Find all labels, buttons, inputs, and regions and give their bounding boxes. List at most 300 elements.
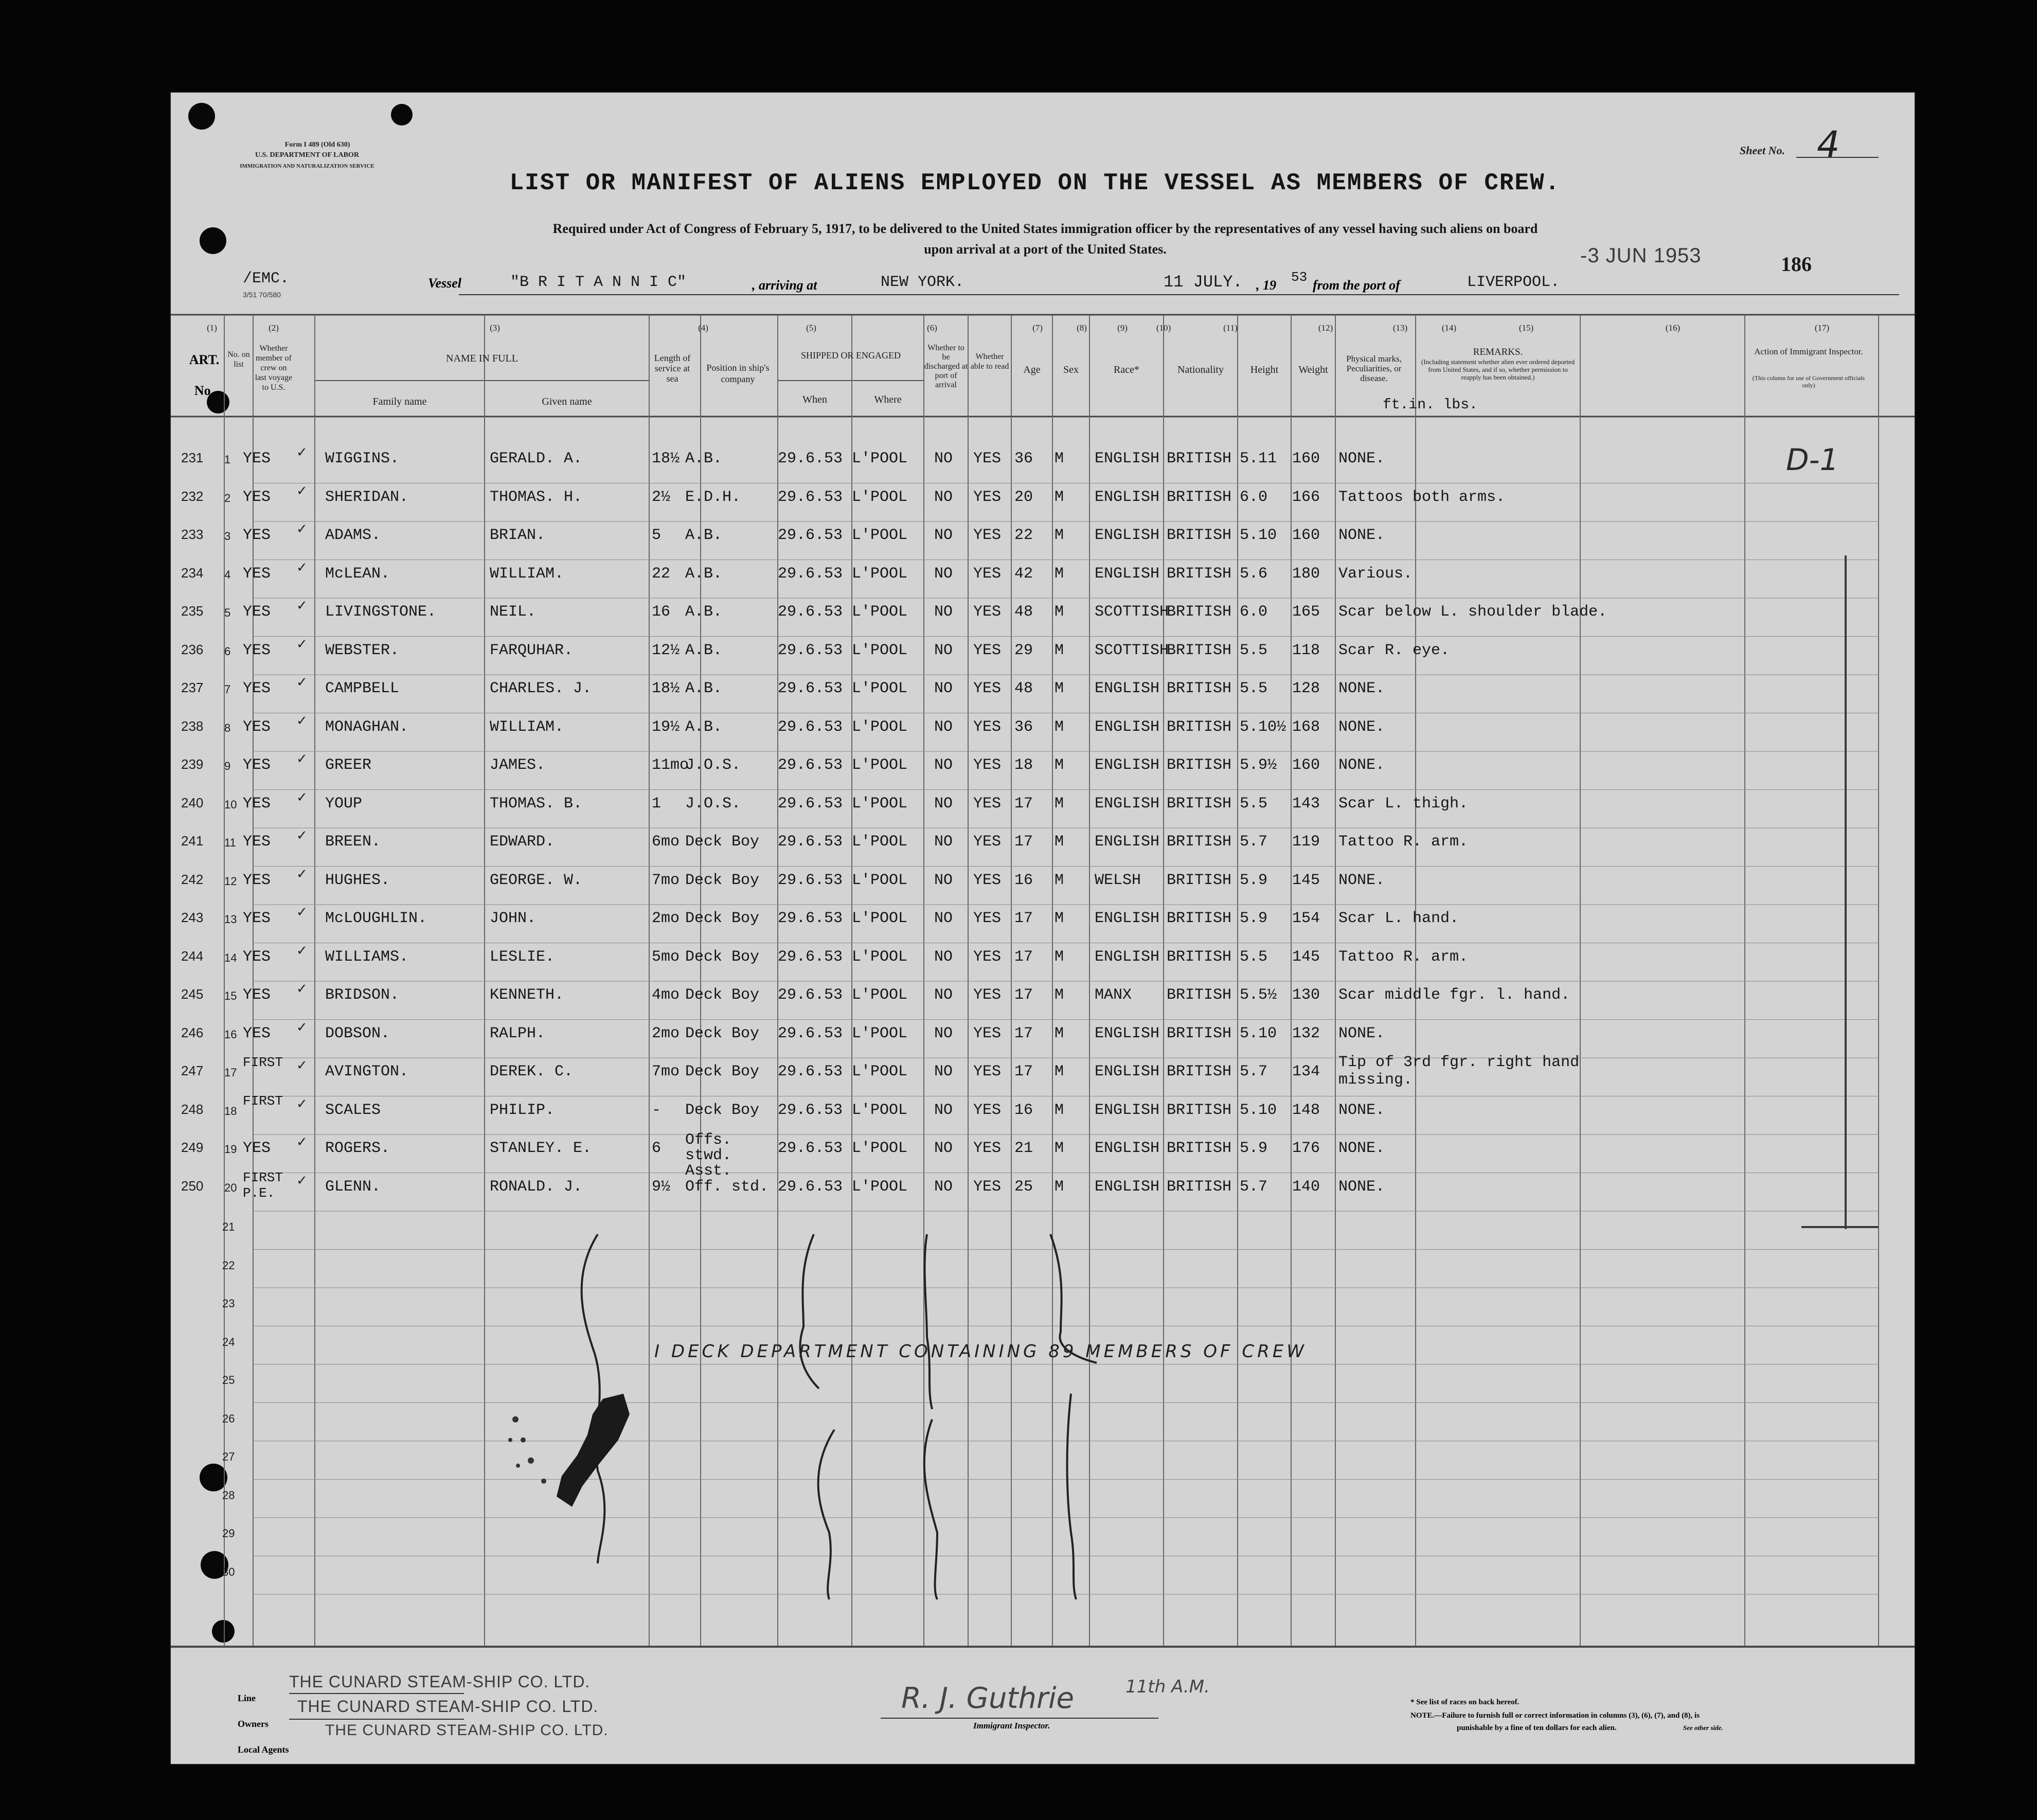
cell-sex: M	[1055, 910, 1064, 927]
cell-marks: Scar L. hand.	[1338, 910, 1459, 927]
cell-member: YES	[243, 641, 271, 659]
col11-num: (11)	[1223, 323, 1238, 333]
cell-no: 19	[224, 1143, 237, 1156]
cell-weight: 145	[1292, 948, 1320, 966]
cell-marks: NONE.	[1338, 680, 1385, 697]
empty-line-number: 21	[222, 1220, 235, 1233]
col9-label: Age	[1023, 364, 1041, 375]
cell-discharged: NO	[934, 680, 953, 697]
cell-member: YES	[243, 948, 271, 966]
col3-label: NAME IN FULL	[446, 353, 518, 364]
col4-num: (4)	[698, 323, 708, 333]
cell-where: L'POOL	[852, 871, 908, 889]
cell-given: KENNETH.	[490, 986, 564, 1004]
department-summary: I DECK DEPARTMENT CONTAINING 89 MEMBERS OF CREW	[654, 1341, 1307, 1362]
cell-race: ENGLISH	[1095, 910, 1160, 927]
cell-height: 6.0	[1240, 603, 1268, 621]
page-number: 186	[1781, 253, 1812, 276]
cell-where: L'POOL	[852, 986, 908, 1004]
cell-weight: 160	[1292, 450, 1320, 467]
cell-sex: M	[1055, 450, 1064, 467]
cell-read: YES	[973, 1140, 1002, 1157]
arriving-label: , arriving at	[752, 278, 817, 293]
cell-weight: 118	[1292, 641, 1320, 659]
cell-read: YES	[973, 986, 1002, 1004]
cell-weight: 154	[1292, 910, 1320, 927]
cell-when: 29.6.53	[778, 1101, 843, 1119]
cell-position: A.B.	[685, 527, 723, 544]
brace-stroke	[818, 1430, 834, 1599]
cell-position: Off. std.	[685, 1178, 769, 1196]
cell-age: 21	[1014, 1140, 1033, 1157]
cell-nationality: BRITISH	[1167, 1024, 1232, 1042]
check-mark-icon: ✓	[296, 1019, 308, 1035]
owners-underline	[289, 1719, 464, 1720]
col17-sub: (This column for use of Government officials only)	[1752, 374, 1865, 389]
cell-nationality: BRITISH	[1167, 1063, 1232, 1080]
cell-no: 20	[224, 1181, 237, 1194]
cell-length: 6mo	[652, 833, 680, 851]
form-subtitle-2: upon arrival at a port of the United States.	[924, 242, 1167, 257]
cell-race: ENGLISH	[1095, 833, 1160, 851]
cell-no: 2	[224, 491, 231, 504]
cell-family: WIGGINS.	[325, 450, 400, 467]
cell-when: 29.6.53	[778, 718, 843, 736]
cell-where: L'POOL	[852, 910, 908, 927]
cell-sex: M	[1055, 871, 1064, 889]
cell-marks: NONE.	[1338, 718, 1385, 736]
departure-port: LIVERPOOL.	[1467, 274, 1560, 291]
cell-nationality: BRITISH	[1167, 986, 1232, 1004]
cell-weight: 140	[1292, 1178, 1320, 1196]
cell-given: STANLEY. E.	[490, 1140, 592, 1157]
form-subtitle-1: Required under Act of Congress of February 5, 1917, to be delivered to the United States immigration officer by the representatives of any vessel having such aliens on board	[552, 221, 1538, 236]
cell-no: 9	[224, 760, 231, 772]
cell-position: Deck Boy	[685, 871, 760, 889]
cell-read: YES	[973, 833, 1002, 851]
cell-marks: NONE.	[1338, 871, 1385, 889]
cell-discharged: NO	[934, 1178, 953, 1196]
cell-race: ENGLISH	[1095, 450, 1160, 467]
cell-height: 5.9	[1240, 1140, 1268, 1157]
cell-discharged: NO	[934, 1063, 953, 1080]
cell-art: 237	[181, 680, 204, 695]
col3-num: (3)	[490, 323, 500, 333]
cell-length: 9½	[652, 1178, 671, 1196]
cell-discharged: NO	[934, 1140, 953, 1157]
cell-race: ENGLISH	[1095, 756, 1160, 774]
line-company: THE CUNARD STEAM-SHIP CO. LTD.	[289, 1672, 591, 1691]
check-mark-icon: ✓	[296, 1096, 308, 1112]
brace-stroke	[1067, 1394, 1077, 1599]
cell-art: 232	[181, 488, 204, 504]
cell-art: 235	[181, 603, 204, 619]
service-name: IMMIGRATION AND NATURALIZATION SERVICE	[240, 163, 374, 169]
col6-when: When	[802, 394, 827, 405]
cell-given: BRIAN.	[490, 527, 546, 544]
cell-weight: 165	[1292, 603, 1320, 621]
col15-num: (15)	[1518, 323, 1534, 333]
cell-given: WILLIAM.	[490, 718, 564, 736]
cell-read: YES	[973, 910, 1002, 927]
cell-no: 12	[224, 874, 237, 888]
handwritten-braces	[171, 93, 1915, 1764]
cell-member: YES	[243, 795, 271, 813]
sheet-number-label: Sheet No.	[1740, 144, 1785, 157]
cell-family: McLEAN.	[325, 565, 390, 583]
year-suffix: 53	[1291, 269, 1308, 285]
footnote-penalty-2: punishable by a fine of ten dollars for each alien.	[1457, 1724, 1617, 1732]
cell-member: YES	[243, 527, 271, 544]
cell-where: L'POOL	[852, 450, 908, 467]
cell-no: 15	[224, 989, 237, 1002]
cell-where: L'POOL	[852, 565, 908, 583]
cell-position: Deck Boy	[685, 986, 760, 1004]
cell-given: FARQUHAR.	[490, 641, 574, 659]
empty-line-number: 30	[222, 1565, 235, 1578]
cell-art: 249	[181, 1140, 204, 1155]
vessel-label: Vessel	[428, 276, 461, 291]
reference-sub: 3/51 70/580	[243, 291, 281, 299]
cell-where: L'POOL	[852, 1178, 908, 1196]
cell-age: 25	[1014, 1178, 1033, 1196]
cell-art: 240	[181, 795, 204, 810]
empty-line-number: 23	[222, 1297, 235, 1310]
cell-family: ADAMS.	[325, 527, 381, 544]
col13-num: (13)	[1392, 323, 1408, 333]
cell-position: A.B.	[685, 450, 723, 467]
cell-marks: NONE.	[1338, 756, 1385, 774]
cell-sex: M	[1055, 488, 1064, 506]
col5-label: Position in ship's company	[706, 363, 770, 384]
cell-family: BREEN.	[325, 833, 381, 851]
empty-line-number: 29	[222, 1527, 235, 1540]
cell-member: YES	[243, 488, 271, 506]
cell-position: Deck Boy	[685, 948, 760, 966]
brace-stroke	[925, 1234, 932, 1409]
col14-label: Weight	[1298, 364, 1328, 375]
cell-sex: M	[1055, 527, 1064, 544]
empty-line-number: 27	[222, 1450, 235, 1463]
cell-when: 29.6.53	[778, 986, 843, 1004]
cell-read: YES	[973, 756, 1002, 774]
cell-race: ENGLISH	[1095, 1024, 1160, 1042]
department-name: U.S. DEPARTMENT OF LABOR	[255, 151, 359, 159]
cell-family: GREER	[325, 756, 372, 774]
cell-given: GEORGE. W.	[490, 871, 583, 889]
col16-label: REMARKS.	[1473, 347, 1523, 357]
cell-nationality: BRITISH	[1167, 1101, 1232, 1119]
cell-member: FIRST	[243, 1055, 283, 1070]
cell-nationality: BRITISH	[1167, 795, 1232, 813]
cell-sex: M	[1055, 986, 1064, 1004]
manifest-sheet	[170, 92, 1916, 1765]
cell-position: Offs. stwd. Asst.	[685, 1131, 732, 1180]
cell-family: McLOUGHLIN.	[325, 910, 427, 927]
cell-no: 14	[224, 951, 237, 964]
form-title: LIST OR MANIFEST OF ALIENS EMPLOYED ON THE VESSEL AS MEMBERS OF CREW.	[509, 170, 1561, 196]
cell-race: ENGLISH	[1095, 1178, 1160, 1196]
cell-weight: 176	[1292, 1140, 1320, 1157]
col3-family: Family name	[372, 396, 427, 407]
check-mark-icon: ✓	[296, 445, 308, 460]
cell-member: YES	[243, 833, 271, 851]
arrival-port: NEW YORK.	[881, 274, 964, 291]
cell-family: WILLIAMS.	[325, 948, 409, 966]
cell-position: Deck Boy	[685, 1024, 760, 1042]
cell-age: 29	[1014, 641, 1033, 659]
cell-marks: NONE.	[1338, 1024, 1385, 1042]
cell-nationality: BRITISH	[1167, 833, 1232, 851]
cell-age: 16	[1014, 1101, 1033, 1119]
cell-given: JOHN.	[490, 910, 537, 927]
cell-weight: 148	[1292, 1101, 1320, 1119]
cell-discharged: NO	[934, 527, 953, 544]
check-mark-icon: ✓	[296, 598, 308, 614]
cell-no: 10	[224, 798, 237, 811]
cell-position: J.O.S.	[685, 795, 741, 813]
cell-length: 19½	[652, 718, 680, 736]
cell-art: 245	[181, 986, 204, 1002]
cell-length: 1	[652, 795, 662, 813]
col16-sub: (Including statement whether alien ever ordered deported from United States, and if so, whether permission to reapply has been obtained.)	[1421, 358, 1575, 381]
cell-given: CHARLES. J.	[490, 680, 592, 697]
col9-num: (9)	[1117, 323, 1128, 333]
cell-read: YES	[973, 718, 1002, 736]
cell-race: ENGLISH	[1095, 527, 1160, 544]
cell-discharged: NO	[934, 833, 953, 851]
cell-sex: M	[1055, 1178, 1064, 1196]
cell-when: 29.6.53	[778, 1140, 843, 1157]
cell-member: YES	[243, 756, 271, 774]
cell-age: 17	[1014, 833, 1033, 851]
line-label: Line	[238, 1693, 256, 1703]
cell-length: 2½	[652, 488, 671, 506]
cell-no: 17	[224, 1066, 237, 1079]
cell-length: 7mo	[652, 871, 680, 889]
cell-when: 29.6.53	[778, 565, 843, 583]
cell-marks: NONE.	[1338, 527, 1385, 544]
cell-read: YES	[973, 871, 1002, 889]
cell-height: 5.10	[1240, 527, 1277, 544]
cell-no: 16	[224, 1028, 237, 1041]
cell-discharged: NO	[934, 948, 953, 966]
cell-art: 243	[181, 910, 204, 925]
cell-art: 241	[181, 833, 204, 849]
cell-member: YES	[243, 718, 271, 736]
cell-marks: Tattoo R. arm.	[1338, 948, 1469, 966]
empty-line-number: 24	[222, 1335, 235, 1348]
col12-num: (12)	[1318, 323, 1333, 333]
cell-sex: M	[1055, 1063, 1064, 1080]
cell-where: L'POOL	[852, 641, 908, 659]
col6-label: SHIPPED OR ENGAGED	[800, 350, 901, 361]
cell-race: ENGLISH	[1095, 680, 1160, 697]
cell-marks: Tattoo R. arm.	[1338, 833, 1469, 851]
col1-label: ART. No.	[189, 352, 220, 398]
col15-label: Physical marks, Peculiarities, or disease.	[1346, 354, 1402, 383]
cell-sex: M	[1055, 603, 1064, 621]
cell-no: 5	[224, 606, 231, 619]
sheet-number: 4	[1817, 123, 1840, 166]
cell-weight: 134	[1292, 1063, 1320, 1080]
cell-read: YES	[973, 1063, 1002, 1080]
cell-nationality: BRITISH	[1167, 1140, 1232, 1157]
cell-given: EDWARD.	[490, 833, 555, 851]
col3-given: Given name	[542, 396, 592, 407]
col1-num: (1)	[207, 323, 217, 333]
vessel-name: "B R I T A N N I C"	[510, 274, 687, 291]
line-underline	[289, 1693, 464, 1694]
cell-sex: M	[1055, 833, 1064, 851]
col6-where: Where	[874, 394, 902, 405]
check-mark-icon: ✓	[296, 828, 308, 843]
cell-art: 238	[181, 718, 204, 734]
cell-member: YES	[243, 565, 271, 583]
cell-height: 6.0	[1240, 488, 1268, 506]
cell-length: 7mo	[652, 1063, 680, 1080]
cell-nationality: BRITISH	[1167, 565, 1232, 583]
cell-age: 18	[1014, 756, 1033, 774]
cell-length: 5mo	[652, 948, 680, 966]
cell-weight: 145	[1292, 871, 1320, 889]
cell-where: L'POOL	[852, 680, 908, 697]
cell-member: YES	[243, 871, 271, 889]
check-mark-icon: ✓	[296, 981, 308, 997]
cell-sex: M	[1055, 795, 1064, 813]
cell-sex: M	[1055, 565, 1064, 583]
received-date-stamp: -3 JUN 1953	[1580, 244, 1702, 267]
cell-weight: 130	[1292, 986, 1320, 1004]
cell-height: 5.7	[1240, 1178, 1268, 1196]
cell-art: 242	[181, 871, 204, 887]
cell-marks: Scar R. eye.	[1338, 641, 1450, 659]
col1-sub: No. on list	[227, 350, 250, 369]
cell-discharged: NO	[934, 1024, 953, 1042]
cell-discharged: NO	[934, 450, 953, 467]
cell-art: 236	[181, 641, 204, 657]
cell-art: 233	[181, 527, 204, 542]
cell-where: L'POOL	[852, 1140, 908, 1157]
cell-discharged: NO	[934, 603, 953, 621]
cell-read: YES	[973, 1178, 1002, 1196]
check-mark-icon: ✓	[296, 560, 308, 575]
check-mark-icon: ✓	[296, 789, 308, 805]
cell-no: 8	[224, 721, 231, 734]
cell-age: 17	[1014, 1024, 1033, 1042]
cell-read: YES	[973, 603, 1002, 621]
col7-num: (7)	[1032, 323, 1043, 333]
cell-when: 29.6.53	[778, 527, 843, 544]
cell-height: 5.10	[1240, 1101, 1277, 1119]
cell-read: YES	[973, 1101, 1002, 1119]
cell-read: YES	[973, 641, 1002, 659]
cell-length: 6	[652, 1140, 662, 1157]
cell-given: RALPH.	[490, 1024, 546, 1042]
cell-read: YES	[973, 948, 1002, 966]
check-mark-icon: ✓	[296, 866, 308, 882]
cell-member: YES	[243, 603, 271, 621]
cell-weight: 168	[1292, 718, 1320, 736]
signature-suffix: 11th A.M.	[1125, 1677, 1210, 1697]
cell-length: 11mo	[652, 756, 689, 774]
cell-age: 48	[1014, 603, 1033, 621]
cell-sex: M	[1055, 948, 1064, 966]
cell-position: Deck Boy	[685, 910, 760, 927]
cell-height: 5.5½	[1240, 986, 1277, 1004]
cell-family: MONAGHAN.	[325, 718, 409, 736]
cell-marks: NONE.	[1338, 1140, 1385, 1157]
cell-member: YES	[243, 1024, 271, 1042]
cell-when: 29.6.53	[778, 871, 843, 889]
cell-age: 20	[1014, 488, 1033, 506]
col8-num: (8)	[1077, 323, 1087, 333]
cell-discharged: NO	[934, 756, 953, 774]
col2-label: Whether member of crew on last voyage to U.S.	[255, 344, 293, 392]
cell-member: YES	[243, 986, 271, 1004]
cell-no: 7	[224, 683, 231, 696]
cell-marks: Tip of 3rd fgr. right hand missing.	[1338, 1054, 1580, 1089]
col12-label: Nationality	[1177, 364, 1224, 375]
brace-stroke	[924, 1419, 937, 1599]
cell-position: A.B.	[685, 680, 723, 697]
agents-company: THE CUNARD STEAM-SHIP CO. LTD.	[325, 1722, 609, 1739]
agents-label: Local Agents	[238, 1744, 289, 1755]
col7-label: Whether to be discharged at port of arrival	[924, 344, 968, 389]
cell-where: L'POOL	[852, 756, 908, 774]
cell-art: 231	[181, 450, 204, 465]
owners-company: THE CUNARD STEAM-SHIP CO. LTD.	[297, 1697, 599, 1716]
cell-weight: 119	[1292, 833, 1320, 851]
cell-nationality: BRITISH	[1167, 948, 1232, 966]
empty-line-number: 28	[222, 1488, 235, 1502]
cell-weight: 143	[1292, 795, 1320, 813]
embossed-seal-icon	[495, 1383, 649, 1517]
cell-art: 248	[181, 1101, 204, 1117]
from-port-label: from the port of	[1313, 278, 1400, 293]
cell-read: YES	[973, 450, 1002, 467]
cell-family: SCALES	[325, 1101, 381, 1119]
cell-position: E.D.H.	[685, 488, 741, 506]
cell-age: 36	[1014, 450, 1033, 467]
empty-line-number: 22	[222, 1258, 235, 1272]
cell-art: 244	[181, 948, 204, 964]
cell-family: AVINGTON.	[325, 1063, 409, 1080]
cell-when: 29.6.53	[778, 833, 843, 851]
check-mark-icon: ✓	[296, 1134, 308, 1150]
cell-age: 17	[1014, 795, 1033, 813]
cell-art: 247	[181, 1063, 204, 1078]
cell-nationality: BRITISH	[1167, 488, 1232, 506]
footnote-penalty-1: NOTE.—Failure to furnish full or correct information in columns (3), (6), (7), and (8), is	[1410, 1711, 1700, 1720]
check-mark-icon: ✓	[296, 905, 308, 920]
cell-when: 29.6.53	[778, 488, 843, 506]
cell-given: NEIL.	[490, 603, 537, 621]
cell-length: 2mo	[652, 1024, 680, 1042]
cell-when: 29.6.53	[778, 680, 843, 697]
cell-discharged: NO	[934, 1101, 953, 1119]
cell-marks: NONE.	[1338, 1101, 1385, 1119]
check-mark-icon: ✓	[296, 636, 308, 652]
cell-nationality: BRITISH	[1167, 450, 1232, 467]
cell-sex: M	[1055, 1024, 1064, 1042]
cell-where: L'POOL	[852, 527, 908, 544]
cell-no: 13	[224, 913, 237, 926]
cell-art: 246	[181, 1024, 204, 1040]
cell-length: 16	[652, 603, 671, 621]
cell-sex: M	[1055, 641, 1064, 659]
cell-read: YES	[973, 565, 1002, 583]
